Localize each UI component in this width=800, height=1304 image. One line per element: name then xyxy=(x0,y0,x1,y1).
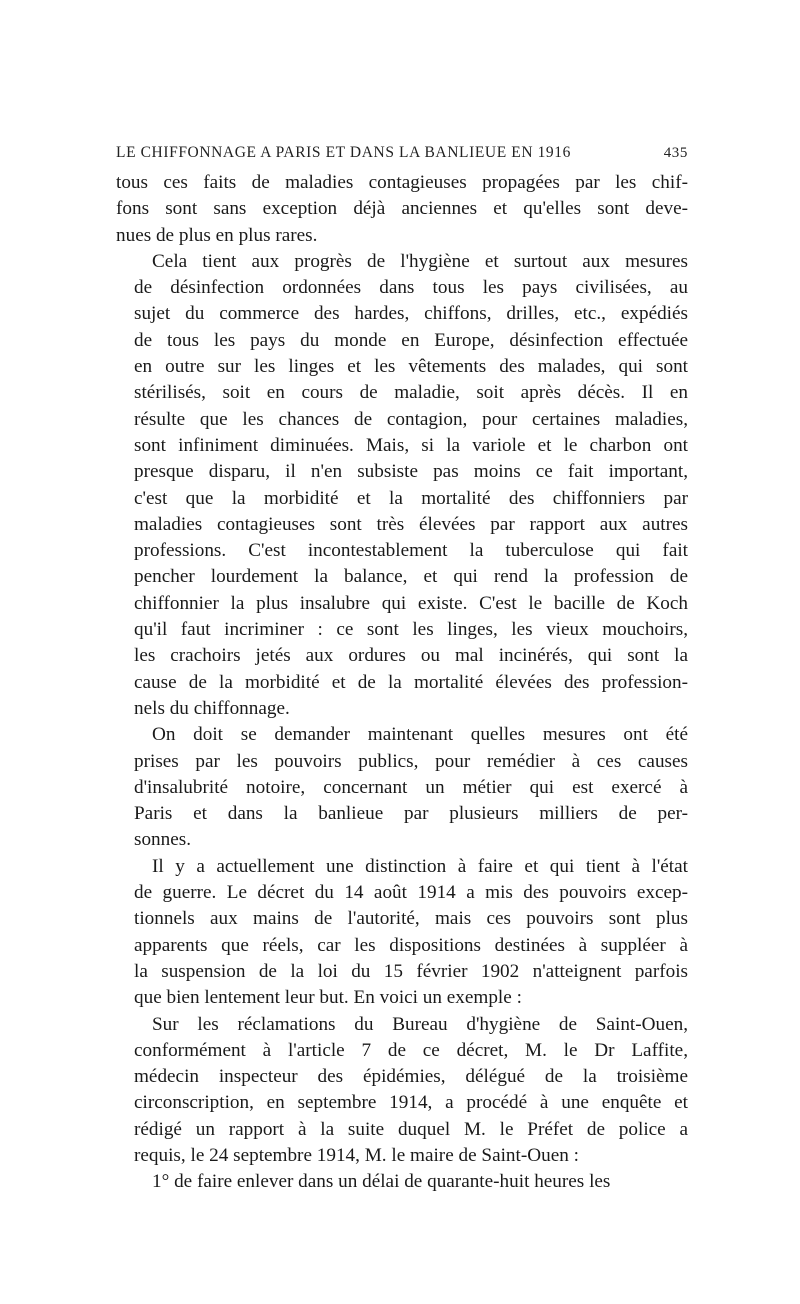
paragraph xyxy=(116,1169,688,1195)
text-line: presque disparu, il n'en subsiste pas moins ce fait important, xyxy=(134,461,688,483)
text-line: apparents que réels, car les dispositions destinées à suppléer à xyxy=(134,934,688,956)
text-line: conformément à l'article 7 de ce décret, M. le Dr Laffite, xyxy=(134,1039,688,1061)
text-line: tous ces faits de maladies contagieuses propagées par les chif- xyxy=(116,172,688,193)
text-line: Cela tient aux progrès de l'hygiène et surtout aux mesures xyxy=(152,250,688,272)
text-line: On doit se demander maintenant quelles mesures ont été xyxy=(152,724,688,746)
text-line: professions. C'est incontestablement la tuberculose qui fait xyxy=(134,540,688,562)
text-line: stérilisés, soit en cours de maladie, soit après décès. Il en xyxy=(134,382,688,404)
text-line: d'insalubrité notoire, concernant un métier qui est exercé à xyxy=(134,776,688,798)
text-line: Paris et dans la banlieue par plusieurs milliers de per- xyxy=(134,803,688,825)
text-line: sonnes. xyxy=(134,829,192,851)
text-line: sont infiniment diminuées. Mais, si la variole et le charbon ont xyxy=(134,434,688,456)
text-line: c'est que la morbidité et la mortalité des chiffonniers par xyxy=(134,487,688,509)
text-line: résulte que les chances de contagion, pour certaines maladies, xyxy=(134,408,688,430)
paragraph xyxy=(116,249,688,722)
text-line: fons sont sans exception déjà anciennes et qu'elles sont deve- xyxy=(116,198,688,220)
text-line: requis, le 24 septembre 1914, M. le maire de Saint-Ouen : xyxy=(134,1144,579,1166)
text-line: maladies contagieuses sont très élevées par rapport aux autres xyxy=(134,513,688,535)
text-line: de tous les pays du monde en Europe, désinfection effectuée xyxy=(134,329,688,351)
text-line: sujet du commerce des hardes, chiffons, drilles, etc., expédiés xyxy=(134,303,688,325)
text-line: les crachoirs jetés aux ordures ou mal incinérés, qui sont la xyxy=(134,645,688,667)
paragraph xyxy=(116,854,688,1012)
text-line: Il y a actuellement une distinction à faire et qui tient à l'état xyxy=(152,855,688,877)
text-line: 1° de faire enlever dans un délai de quarante-huit heures les xyxy=(152,1171,611,1193)
text-line: tionnels aux mains de l'autorité, mais ces pouvoirs sont plus xyxy=(134,908,688,930)
text-line: la suspension de la loi du 15 février 1902 n'atteignent parfois xyxy=(134,960,688,982)
text-line: de guerre. Le décret du 14 août 1914 a mis des pouvoirs excep- xyxy=(134,882,688,904)
paragraph xyxy=(116,170,688,249)
paragraph xyxy=(116,1012,688,1170)
running-title: LE CHIFFONNAGE A PARIS ET DANS LA BANLIEUE EN 1916 xyxy=(116,144,571,161)
text-line: pencher lourdement la balance, et qui rend la profession de xyxy=(134,566,688,588)
text-line: de désinfection ordonnées dans tous les pays civilisées, au xyxy=(134,277,688,299)
text-line: nues de plus en plus rares. xyxy=(116,224,318,246)
text-line: qu'il faut incriminer : ce sont les linges, les vieux mouchoirs, xyxy=(134,619,688,641)
text-line: que bien lentement leur but. En voici un exemple : xyxy=(134,987,522,1009)
text-line: médecin inspecteur des épidémies, délégué de la troisième xyxy=(134,1066,688,1088)
paragraph xyxy=(116,722,688,853)
text-line: prises par les pouvoirs publics, pour remédier à ces causes xyxy=(134,750,688,772)
text-line: rédigé un rapport à la suite duquel M. le Préfet de police a xyxy=(134,1118,688,1140)
running-head xyxy=(116,144,688,162)
document-page xyxy=(116,144,688,1196)
text-line: circonscription, en septembre 1914, a procédé à une enquête et xyxy=(134,1092,688,1114)
text-line: cause de la morbidité et de la mortalité élevées des profession- xyxy=(134,671,688,693)
text-line: en outre sur les linges et les vêtements des malades, qui sont xyxy=(134,356,688,378)
text-line: nels du chiffonnage. xyxy=(134,697,290,719)
text-line: chiffonnier la plus insalubre qui existe. C'est le bacille de Koch xyxy=(134,592,688,614)
page-number: 435 xyxy=(663,145,688,161)
text-line: Sur les réclamations du Bureau d'hygiène de Saint-Ouen, xyxy=(152,1013,688,1035)
body-text xyxy=(116,170,688,1196)
